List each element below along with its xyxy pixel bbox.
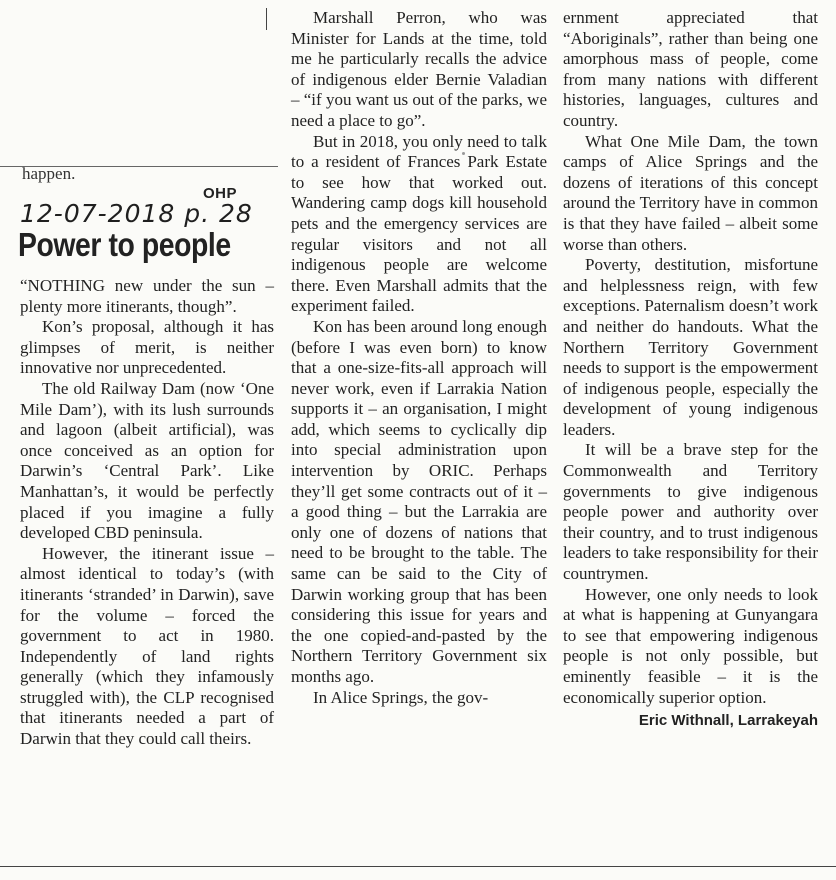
source-tag: OHP <box>203 185 238 202</box>
column-rule-mark <box>266 8 267 30</box>
handwritten-date: 12-07-2018 p. 28 <box>20 199 253 228</box>
author-signature: Eric Withnall, Larrakeyah <box>638 712 818 730</box>
column-2 <box>291 8 547 708</box>
paragraph: “NOTHING new under the sun – plenty more itinerants, though”. <box>20 276 274 316</box>
paragraph: The old Railway Dam (now ‘One Mile Dam’), with its lush surrounds and lagoon (albeit artificial), was once conceived as an option for Darwin’s ‘Central Park’. Like Manhattan’s, it would be perfectly placed if you imagine a fully developed CBD peninsula. <box>20 378 274 543</box>
paragraph: ernment appreciated that “Aboriginals”, rather than being one amorphous mass of people, come from many nations with different histories, languages, cultures and country. <box>563 8 818 130</box>
column-1 <box>20 276 274 750</box>
paragraph: However, the itinerant issue – almost identical to today’s (with itinerants ‘stranded’ in Darwin), save for the volume – forced the government to act in 1980. Independently of land rights generally (which they infamously struggled with), the CLP recognised that itinerants needed a part of Darwin that they could call theirs. <box>20 543 274 749</box>
paragraph: Poverty, destitution, misfortune and helplessness reign, with few exceptions. Paternalism doesn’t work and neither do handouts. What the Northern Territory Government needs to support is the empowerment of indigenous people, especially the development of young indigenous leaders. <box>563 255 818 439</box>
article-separator-rule <box>0 166 278 167</box>
column-3 <box>563 8 818 732</box>
paragraph: Kon’s proposal, although it has glimpses of merit, is neither innovative nor unprecedented. <box>20 317 274 378</box>
bottom-rule <box>0 866 836 867</box>
paragraph: In Alice Springs, the gov- <box>313 687 489 707</box>
headline: Power to people <box>18 226 231 263</box>
paragraph: Marshall Perron, who was Minister for Lands at the time, told me he particularly recalls the advice of indigenous elder Bernie Valadian – “if you want us out of the parks, we need a place to go”. <box>291 8 547 130</box>
paragraph: However, one only needs to look at what is happening at Gunyangara to see that empowering indigenous people is not only possible, but eminently feasible – it is the economically superior option. <box>563 584 818 707</box>
paragraph: But in 2018, you only need to talk to a resident of Frances Park Estate to see how that worked out. Wandering camp dogs kill household pets and the emergency services are regular visitors and not all indigenous people are welcome there. Even Marshall admits that the experiment failed. <box>291 131 547 316</box>
previous-article-fragment: happen. <box>22 164 76 183</box>
paragraph: It will be a brave step for the Commonwealth and Territory governments to give indigenous people power and authority over their country, and to trust indigenous leaders to take responsibility for their countrymen. <box>563 440 818 584</box>
paragraph: Kon has been around long enough (before I was even born) to know that a one-size-fits-all approach will never work, even if Larrakia Nation supports it – an organisation, I might add, which seems to cyclically dip into special administration upon intervention by ORIC. Perhaps they’ll get some contracts out of it – a good thing – but the Larrakia are only one of dozens of nations that need to be brought to the table. The same can be said to the City of Darwin working group that has been considering this issue for years and the one copied-and-pasted by the Northern Territory Government six months ago. <box>291 316 547 686</box>
paragraph: What One Mile Dam, the town camps of Alice Springs and the dozens of iterations of this concept around the Territory have in common is that they have failed – albeit some worse than others. <box>563 131 818 254</box>
